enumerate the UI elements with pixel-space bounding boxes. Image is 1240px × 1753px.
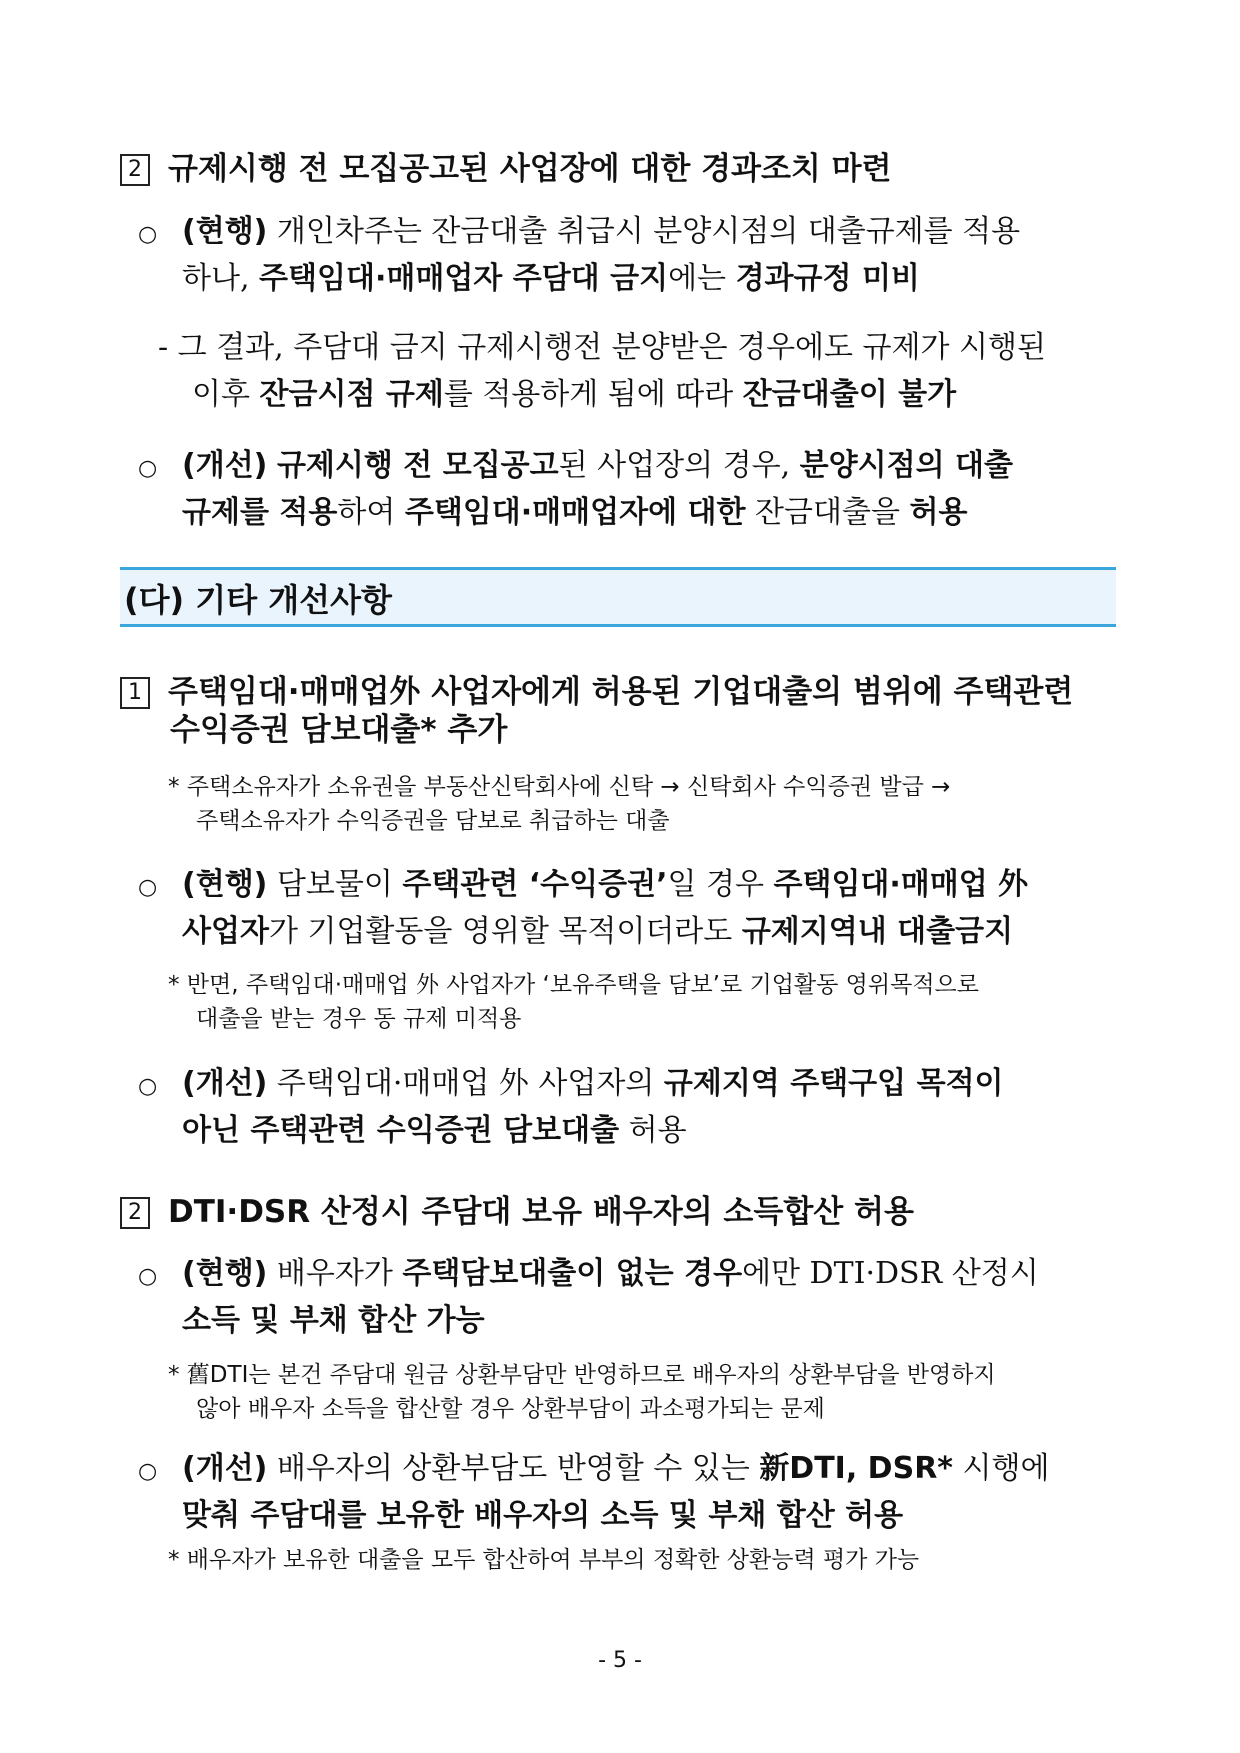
paragraph-line [182,1496,903,1536]
text-run: 하나, [182,261,260,296]
emphasis-text: 주택임대·매매업 外 [773,867,1029,902]
dash-line [192,375,956,415]
emphasis-text: 수익증권 담보대출 [170,712,421,748]
emphasis-text: * [937,1451,953,1486]
section-number-box: 1 [120,677,150,709]
text-run: 개인차주는 잔금대출 취급시 분양시점의 대출규제를 적용 [267,214,1021,249]
section-heading [120,666,1073,711]
section-heading [120,1186,914,1231]
emphasis-text: (개선) [182,1066,268,1101]
paragraph-line [182,912,1013,952]
emphasis-text: 규제시행 전 모집공고 [276,448,559,483]
emphasis-text: (개선) [182,448,268,483]
text-run: 담보물이 [267,867,403,902]
emphasis-text: * [420,712,437,748]
text-run: 에는 [668,261,736,296]
section-number-box: 2 [120,1197,150,1229]
section-title: DTI·DSR 산정시 주담대 보유 배우자의 소득합산 허용 [168,1194,914,1230]
footnote: * 반면, 주택임대·매매업 外 사업자가 ‘보유주택을 담보’로 기업활동 영위목적으로 [168,972,979,998]
text-run: 시행에 [953,1451,1050,1486]
text-run: 일 경우 [667,867,774,902]
section-heading [120,143,892,188]
section-number-box: 2 [120,154,150,186]
paragraph-line [182,1254,1039,1294]
emphasis-text: 추가 [436,712,508,748]
paragraph-line [182,1449,1049,1489]
bullet-circle: ○ [138,222,158,247]
text-run: 잔금대출을 [745,495,910,530]
text-run: 주택임대·매매업 外 사업자의 [267,1066,664,1101]
bullet-circle: ○ [138,875,158,900]
emphasis-text: 주택임대·매매업자에 대한 [404,495,746,530]
paragraph-line [182,1301,485,1341]
section-title-line-2 [170,710,507,750]
text-run: 에만 DTI·DSR 산정시 [742,1256,1039,1291]
emphasis-text: 아닌 주택관련 수익증권 담보대출 [182,1113,620,1148]
paragraph-line [182,1111,687,1151]
dash-line [158,328,1046,368]
emphasis-text: 사업자에게 허용된 기업대출의 범위에 주택관련 [420,674,1074,710]
emphasis-text: 주택담보대출이 없는 경우 [402,1256,743,1291]
emphasis-text: 주택관련 ‘수익증권’ [402,867,668,902]
footnote: * 舊DTI는 본건 주담대 원금 상환부담만 반영하므로 배우자의 상환부담을 반영하지 [168,1362,996,1388]
text-run: 된 사업장의 경우, [558,448,800,483]
emphasis-text: 분양시점의 대출 [799,448,1013,483]
emphasis-text: (개선) [182,1451,268,1486]
emphasis-text: 잔금대출이 불가 [742,377,957,412]
section-title-line [168,674,1073,710]
text-run: 가 기업활동을 영위할 목적이더라도 [268,914,742,949]
bullet-circle: ○ [138,1074,158,1099]
text-run: 배우자가 [267,1256,403,1291]
emphasis-text: 허용 [909,495,968,530]
text-run: 外 [389,674,421,710]
text-run: 배우자의 상환부담도 반영할 수 있는 [267,1451,760,1486]
bullet-circle: ○ [138,456,158,481]
section-title: 규제시행 전 모집공고된 사업장에 대한 경과조치 마련 [168,151,892,187]
emphasis-text: 규제지역 주택구입 목적이 [663,1066,1004,1101]
emphasis-text: 잔금시점 규제 [259,377,444,412]
text-run [267,448,277,483]
footnote: * 배우자가 보유한 대출을 모두 합산하여 부부의 정확한 상환능력 평가 가능 [168,1547,920,1573]
emphasis-text: 주택임대·매매업 [168,674,390,710]
bullet-circle: ○ [138,1459,158,1484]
emphasis-text: 新DTI, DSR [759,1451,938,1486]
footnote: 주택소유자가 수익증권을 담보로 취급하는 대출 [196,808,670,834]
emphasis-text: 경과규정 미비 [735,261,920,296]
paragraph-line [182,1064,1004,1104]
bullet-circle: ○ [138,1264,158,1289]
text-run: - 그 결과, 주담대 금지 규제시행전 분양받은 경우에도 규제가 시행된 [158,330,1046,365]
page-number: - 5 - [598,1648,642,1673]
paragraph-line [182,259,920,299]
text-run: 허용 [619,1113,687,1148]
paragraph-line [182,446,1013,486]
emphasis-text: (현행) [182,1256,268,1291]
emphasis-text: (현행) [182,867,268,902]
text-run: 이후 [192,377,260,412]
footnote: 않아 배우자 소득을 합산할 경우 상환부담이 과소평가되는 문제 [196,1396,825,1422]
paragraph-line [182,865,1028,905]
text-run: 를 적용하게 됨에 따라 [443,377,743,412]
emphasis-text: 사업자 [182,914,269,949]
emphasis-text: 규제를 적용 [182,495,338,530]
emphasis-text: (현행) [182,214,268,249]
paragraph-line [182,493,967,533]
footnote: * 주택소유자가 소유권을 부동산신탁회사에 신탁 → 신탁회사 수익증권 발급 → [168,774,951,800]
paragraph-line [182,212,1020,252]
emphasis-text: 주택임대·매매업자 주담대 금지 [259,261,669,296]
text-run: 하여 [337,495,405,530]
subsection-title: (다) 기타 개선사항 [124,581,392,619]
emphasis-text: 소득 및 부채 합산 가능 [182,1303,485,1338]
emphasis-text: 규제지역내 대출금지 [741,914,1014,949]
emphasis-text: 맞춰 주담대를 보유한 배우자의 소득 및 부채 합산 허용 [182,1498,904,1533]
footnote: 대출을 받는 경우 동 규제 미적용 [196,1006,522,1032]
